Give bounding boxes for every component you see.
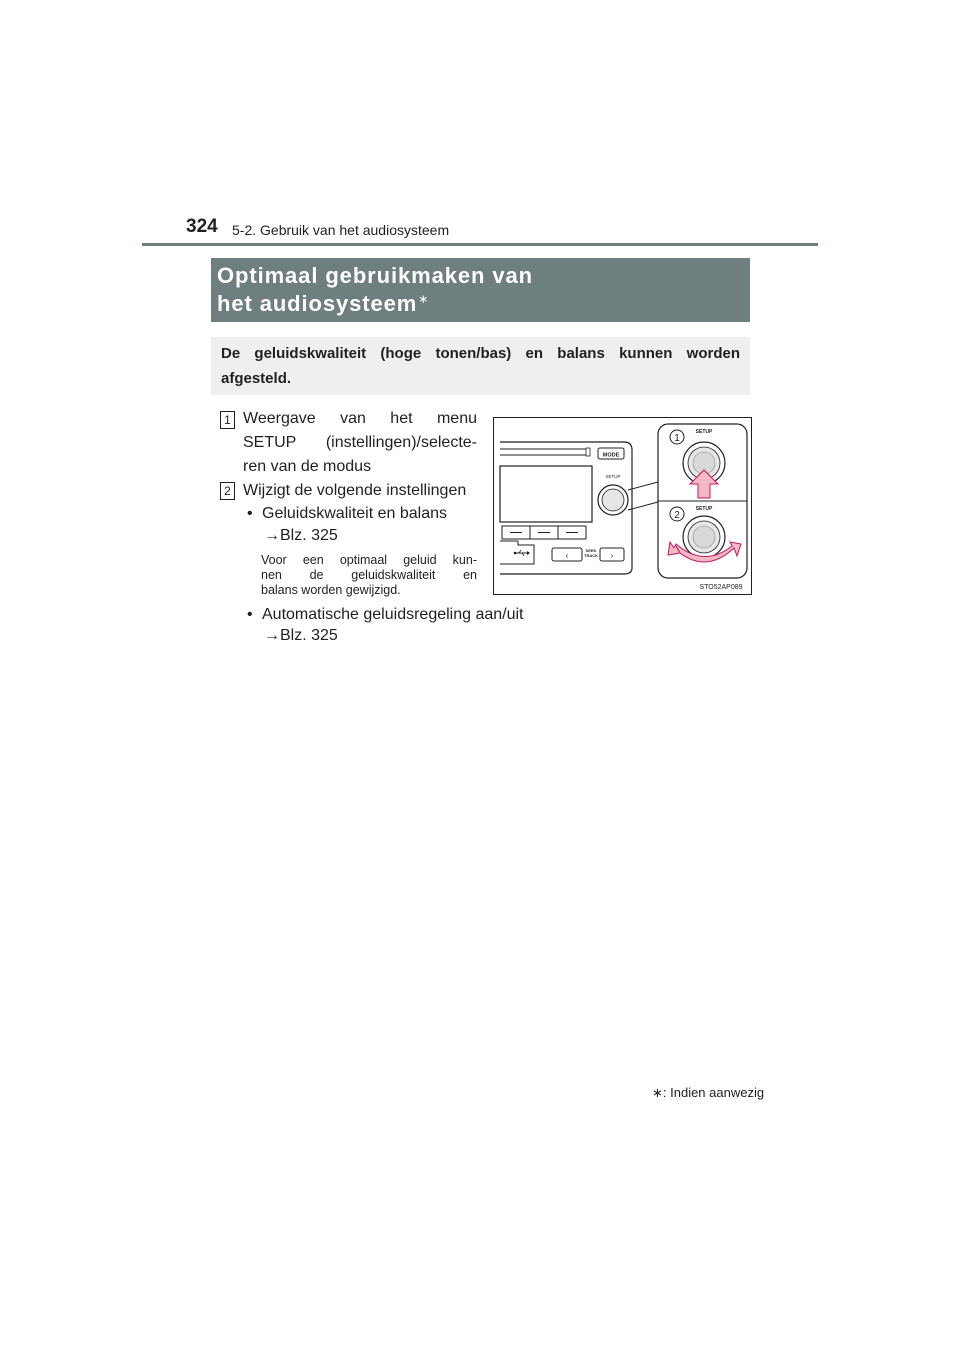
bullet-1-label: Geluidskwaliteit en balans xyxy=(262,505,447,522)
seek-back-icon: ‹ xyxy=(565,551,569,560)
setup-knob-label: SETUP xyxy=(605,474,621,479)
item-1-line-2: SETUP (instellingen)/selecte- xyxy=(243,434,477,451)
callout-1-label: 1 xyxy=(674,433,680,444)
audio-unit-figure xyxy=(493,417,752,595)
setup-label-1: SETUP xyxy=(695,429,713,435)
callout-2-label: 2 xyxy=(674,510,680,521)
intro-box xyxy=(211,337,750,395)
header-rule xyxy=(142,243,818,246)
mode-button-label: MODE xyxy=(602,452,620,459)
title-box xyxy=(211,258,750,322)
intro-line-1: De geluidskwaliteit (hoge tonen/bas) en balans kunnen worden xyxy=(221,345,740,362)
item-2-line: Wijzigt de volgende instellingen xyxy=(243,482,467,499)
title-line-2 xyxy=(217,291,429,317)
footnote: ∗: Indien aanwezig xyxy=(652,1085,765,1100)
bullet-1-note-line-3: balans worden gewijzigd. xyxy=(261,583,401,597)
bullet-2-ref[interactable]: →Blz. 325 xyxy=(264,627,338,644)
item-number-1: 1 xyxy=(220,411,235,429)
bullet-2-label: Automatische geluidsregeling aan/uit xyxy=(262,606,524,623)
item-number-2: 2 xyxy=(220,482,235,500)
item-1-line-3: ren van de modus xyxy=(243,458,372,475)
seek-label: SEEK xyxy=(585,548,597,553)
bullet-1-note-line-2: nen de geluidskwaliteit en xyxy=(261,568,477,582)
seek-forward-icon: › xyxy=(610,551,614,560)
track-label: TRACK xyxy=(584,553,598,558)
item-1-line-1: Weergave van het menu xyxy=(243,410,477,427)
intro-line-2: afgesteld. xyxy=(221,370,292,387)
asterisk-marker: ∗ xyxy=(418,292,430,306)
bullet-dot: • xyxy=(247,606,253,623)
page-number: 324 xyxy=(186,216,218,237)
bullet-1-ref[interactable]: →Blz. 325 xyxy=(264,527,338,544)
section-title: 5-2. Gebruik van het audiosysteem xyxy=(232,222,450,238)
setup-label-2: SETUP xyxy=(695,506,713,512)
usb-icon xyxy=(514,550,530,556)
title-line-2-text: het audiosysteem xyxy=(217,291,418,316)
figure-code: STO52AP089 xyxy=(699,584,743,591)
bullet-dot: • xyxy=(247,505,253,522)
bullet-1-note-line-1: Voor een optimaal geluid kun- xyxy=(261,553,477,567)
title-line-1: Optimaal gebruikmaken van xyxy=(217,263,533,288)
audio-unit-illustration xyxy=(494,418,751,594)
